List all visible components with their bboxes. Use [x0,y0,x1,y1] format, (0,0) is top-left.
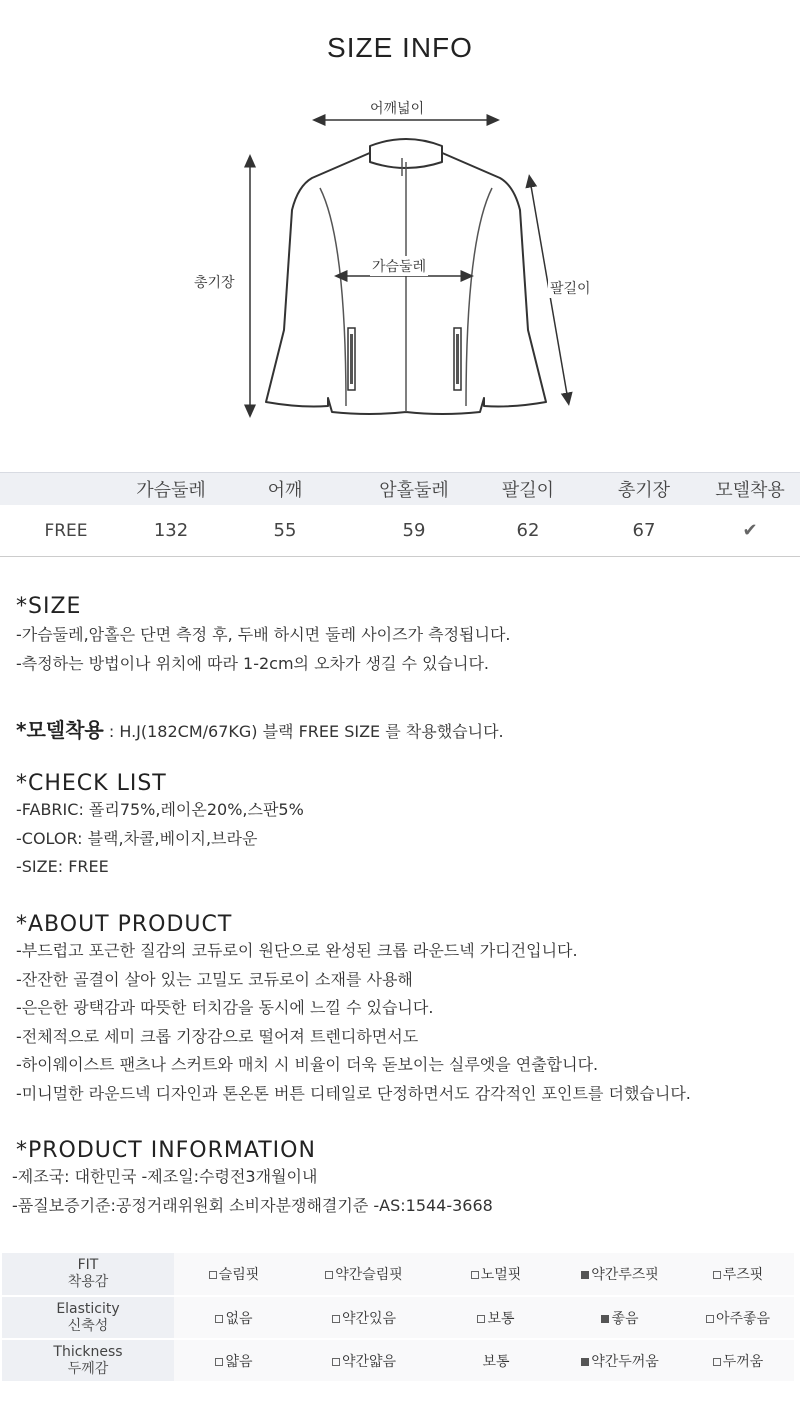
fit-option-label: 약간두꺼움 [591,1353,659,1370]
header-length: 총기장 [617,480,671,501]
fit-option-label: 약간루즈핏 [591,1267,659,1283]
cell-chest: 132 [153,520,189,541]
size-table [0,472,800,557]
check-list-heading: *CHECK LIST [16,771,167,796]
fit-option-label: 약간있음 [341,1310,397,1327]
size-table-header [0,472,800,505]
fit-option [174,1339,294,1382]
size-section [16,594,511,678]
table-row [2,1339,794,1382]
fit-option-label: 보통 [482,1353,510,1370]
cell-size: FREE [44,520,88,541]
about-line: -하이웨이스트 팬츠나 스커트와 매치 시 비율이 더욱 돋보이는 실루엣을 연출합니다. [16,1055,599,1074]
fit-label-en: Elasticity [56,1300,120,1317]
empty-box-icon [332,1358,340,1366]
page-title: SIZE INFO [327,32,473,63]
fit-option-label: 없음 [225,1310,253,1327]
cell-shoulder: 55 [273,520,297,541]
product-info-section [12,1138,493,1220]
fit-option-label: 루즈핏 [722,1267,764,1283]
jacket-diagram [180,90,620,430]
product-info-heading: *PRODUCT INFORMATION [16,1138,316,1163]
fit-option [434,1296,558,1339]
fit-option [174,1296,294,1339]
checked-box-icon [581,1271,589,1279]
check-list-line: -FABRIC: 폴리75%,레이온20%,스판5% [16,800,304,819]
empty-box-icon [713,1358,721,1366]
model-text: : H.J(182CM/67KG) 블랙 FREE SIZE 를 착용했습니다. [103,722,504,741]
header-sleeve: 팔길이 [501,480,555,501]
product-info-line: -제조국: 대한민국 -제조일:수령전3개월이내 [12,1167,318,1186]
fit-option [294,1339,434,1382]
table-row [0,505,800,557]
empty-box-icon [215,1315,223,1323]
size-heading: *SIZE [16,594,82,619]
fit-label-en: FIT [77,1257,99,1273]
empty-box-icon [713,1271,721,1279]
fit-option-label: 약간얇음 [341,1353,397,1370]
fit-option [558,1253,682,1296]
table-row [2,1253,794,1296]
fit-option [558,1339,682,1382]
about-line: -부드럽고 포근한 질감의 코듀로이 원단으로 완성된 크롭 라운드넥 가디건입니다. [16,941,578,960]
fit-option [682,1339,794,1382]
empty-box-icon [209,1271,217,1279]
empty-box-icon [471,1271,479,1279]
header-chest: 가슴둘레 [136,480,206,501]
header-armhole: 암홀둘레 [379,480,449,501]
fit-option [558,1296,682,1339]
fit-option [682,1253,794,1296]
header-model-worn: 모델착용 [715,480,785,501]
fit-label-ko: 두께감 [67,1360,109,1377]
chest-label: 가슴둘레 [370,256,428,276]
checked-box-icon [601,1315,609,1323]
fit-option-label: 노멀핏 [480,1267,522,1283]
fit-label-ko: 착용감 [67,1274,109,1290]
check-icon: ✔ [742,520,758,541]
fit-row-label [2,1296,174,1339]
sleeve-label: 팔길이 [548,278,593,298]
about-line: -은은한 광택감과 따뜻한 터치감을 동시에 느낄 수 있습니다. [16,998,434,1017]
fit-option-label: 얇음 [225,1353,253,1370]
cell-sleeve: 62 [516,520,540,541]
fit-option [434,1253,558,1296]
fit-option-label: 좋음 [611,1310,639,1327]
size-line: -측정하는 방법이나 위치에 따라 1-2cm의 오차가 생길 수 있습니다. [16,653,490,673]
fit-option [434,1339,558,1382]
fit-option [294,1296,434,1339]
size-line: -가슴둘레,암홀은 단면 측정 후, 두배 하시면 둘레 사이즈가 측정됩니다. [16,625,511,644]
about-line: -미니멀한 라운드넥 디자인과 톤온톤 버튼 디테일로 단정하면서도 감각적인 포인트를 더했습니다. [16,1083,691,1103]
empty-box-icon [325,1271,333,1279]
fit-label-en: Thickness [53,1343,123,1360]
empty-box-icon [477,1315,485,1323]
fit-table [2,1253,794,1383]
fit-option-label: 약간슬림핏 [335,1267,403,1283]
fit-row-label [2,1253,174,1296]
product-info-line: -품질보증기준:공정거래위원회 소비자분쟁해결기준 -AS:1544-3668 [12,1195,493,1215]
about-line: -잔잔한 골결이 살아 있는 고밀도 코듀로이 소재를 사용해 [16,969,413,989]
empty-box-icon [706,1315,714,1323]
fit-option [294,1253,434,1296]
check-list-section [16,771,304,882]
fit-row-label [2,1339,174,1382]
check-list-line: -COLOR: 블랙,차콜,베이지,브라운 [16,828,258,848]
about-heading: *ABOUT PRODUCT [16,912,233,937]
header-shoulder: 어깨 [267,480,303,501]
check-list-line: -SIZE: FREE [16,857,109,876]
fit-option-label: 두꺼움 [722,1353,764,1370]
empty-box-icon [215,1358,223,1366]
model-info [16,714,504,743]
fit-option [174,1253,294,1296]
model-label: *모델착용 [16,718,104,742]
shoulder-label: 어깨넓이 [368,98,426,118]
fit-option [682,1296,794,1339]
fit-label-ko: 신축성 [67,1317,109,1334]
fit-option-label: 아주좋음 [715,1310,771,1327]
about-section [16,912,691,1108]
cell-length: 67 [632,520,656,541]
empty-box-icon [332,1315,340,1323]
fit-option-label: 보통 [487,1310,515,1327]
checked-box-icon [581,1358,589,1366]
cell-armhole: 59 [402,520,426,541]
fit-option-label: 슬림핏 [218,1267,260,1283]
about-line: -전체적으로 세미 크롭 기장감으로 떨어져 트렌디하면서도 [16,1026,419,1046]
table-row [2,1296,794,1339]
length-label: 총기장 [192,272,237,292]
